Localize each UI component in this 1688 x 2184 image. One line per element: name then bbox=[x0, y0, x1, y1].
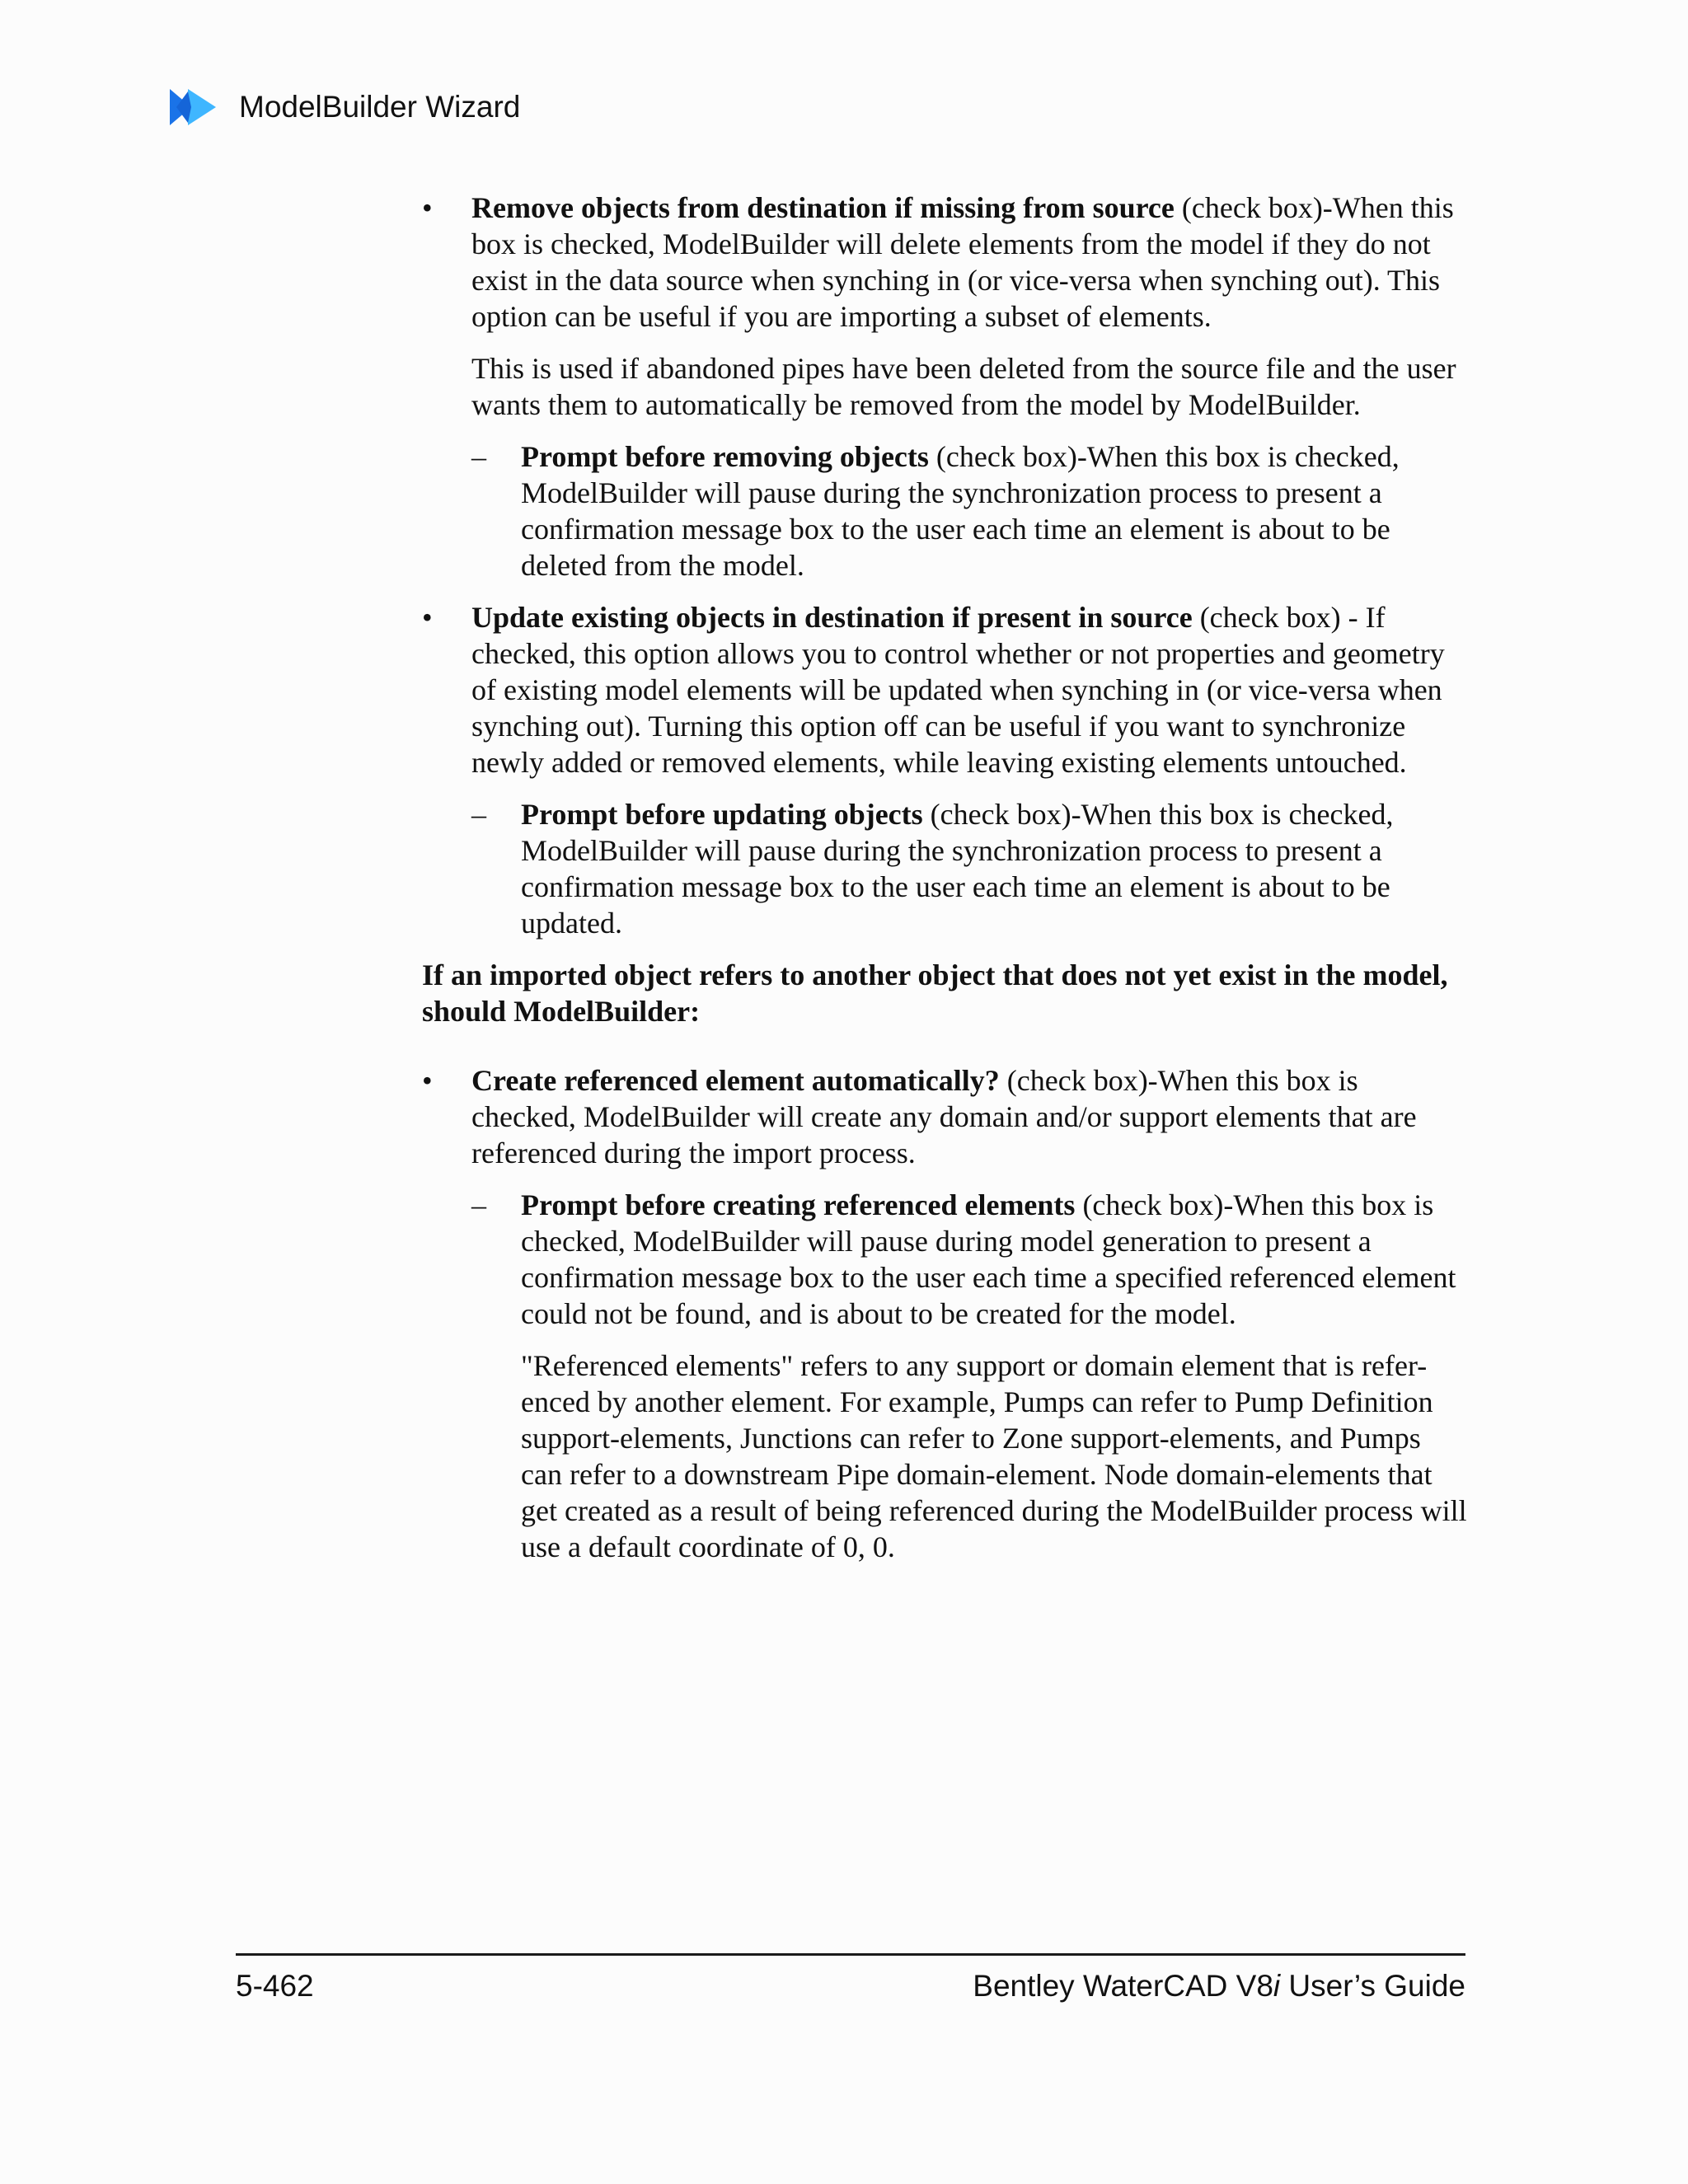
option-name: Prompt before updating objects bbox=[521, 798, 923, 831]
bullet-mark: • bbox=[422, 601, 433, 634]
sub-item-prompt-creating bbox=[422, 1187, 1469, 1332]
option-name: Prompt before creating referenced elements bbox=[521, 1188, 1076, 1221]
document-body bbox=[422, 190, 1469, 1565]
dash-mark: – bbox=[471, 1188, 486, 1221]
option-name: Remove objects from destination if missing from source bbox=[471, 191, 1175, 224]
sub-item-text bbox=[521, 438, 1469, 583]
bullet-mark: • bbox=[422, 1064, 433, 1097]
option-name: Update existing objects in destination if present in source bbox=[471, 601, 1193, 634]
dash-mark: – bbox=[471, 798, 486, 831]
guide-title-suffix: User’s Guide bbox=[1280, 1969, 1465, 2003]
section-heading bbox=[422, 957, 1469, 1029]
option-description: (check box)-When this box is checked, ModelBuilder will create any domain and/or support elements that are referenced during the import process. bbox=[471, 1064, 1417, 1169]
list-item-create-referenced bbox=[422, 1062, 1469, 1171]
guide-title-italic: i bbox=[1273, 1969, 1281, 2003]
sub-item-prompt-removing bbox=[422, 438, 1469, 583]
sub-item-text bbox=[521, 1187, 1469, 1332]
page-number: 5-462 bbox=[236, 1969, 314, 2003]
option-description: (check box)-When this box is checked, ModelBuilder will pause during the synchronization process to present a confirmation message box to the user each time an element is about to be updated. bbox=[521, 798, 1394, 940]
list-item-text bbox=[471, 1062, 1469, 1171]
option-name: Prompt before removing objects bbox=[521, 440, 929, 473]
option-description: (check box)-When this box is checked, ModelBuilder will pause during the synchronization process to present a confirmation message box to the user each time an element is about to be deleted from the model. bbox=[521, 440, 1400, 582]
option-description: (check box)-When this box is checked, ModelBuilder will pause during model generation to present a confirmation message box to the user each time a specified referenced element could not be found, and is about to be created for the model. bbox=[521, 1188, 1456, 1330]
list-item-text bbox=[471, 190, 1469, 335]
list-item-remove-objects bbox=[422, 190, 1469, 335]
list-item-update-objects bbox=[422, 599, 1469, 780]
option-description: (check box)-When this box is checked, ModelBuilder will delete elements from the model if they do not exist in the data source when synching in (or vice-versa when synching out). This option can be useful if you are importing a subset of elements. bbox=[471, 191, 1454, 333]
option-name: Create referenced element automatically? bbox=[471, 1064, 1000, 1097]
explanatory-note: This is used if abandoned pipes have been deleted from the source file and the user wants them to automatically be removed from the model by ModelBuilder. bbox=[471, 352, 1456, 421]
sub-item-text bbox=[521, 796, 1469, 941]
guide-title-prefix: Bentley WaterCAD V8 bbox=[973, 1969, 1273, 2003]
footer-divider bbox=[236, 1953, 1465, 1956]
guide-title bbox=[973, 1969, 1465, 2004]
sub-item-prompt-updating bbox=[422, 796, 1469, 941]
bullet-mark: • bbox=[422, 191, 433, 224]
list-item-text bbox=[471, 599, 1469, 780]
dash-mark: – bbox=[471, 440, 486, 473]
double-chevron-right-icon bbox=[170, 89, 223, 125]
explanatory-note: "Referenced elements" refers to any support or domain element that is refer-enced by another element. For example, Pumps can refer to Pump Definition support-elements, Junctions can refer to Zone support-elements, and Pumps can refer to a downstream Pipe domain-element. Node domain-elements that get created as a result of being referenced during the ModelBuilder process will use a default coordinate of 0, 0. bbox=[521, 1349, 1467, 1563]
section-heading-text: If an imported object refers to another object that does not yet exist in the model, should ModelBuilder: bbox=[422, 958, 1448, 1028]
header-title: ModelBuilder Wizard bbox=[239, 90, 521, 124]
option-description: (check box) - If checked, this option allows you to control whether or not properties and geometry of existing model elements will be updated when synching in (or vice-versa when synching out). Turning this option off can be useful if you want to synchronize newly added or removed elements, while leaving existing elements untouched. bbox=[471, 601, 1445, 779]
page-header bbox=[170, 86, 520, 129]
